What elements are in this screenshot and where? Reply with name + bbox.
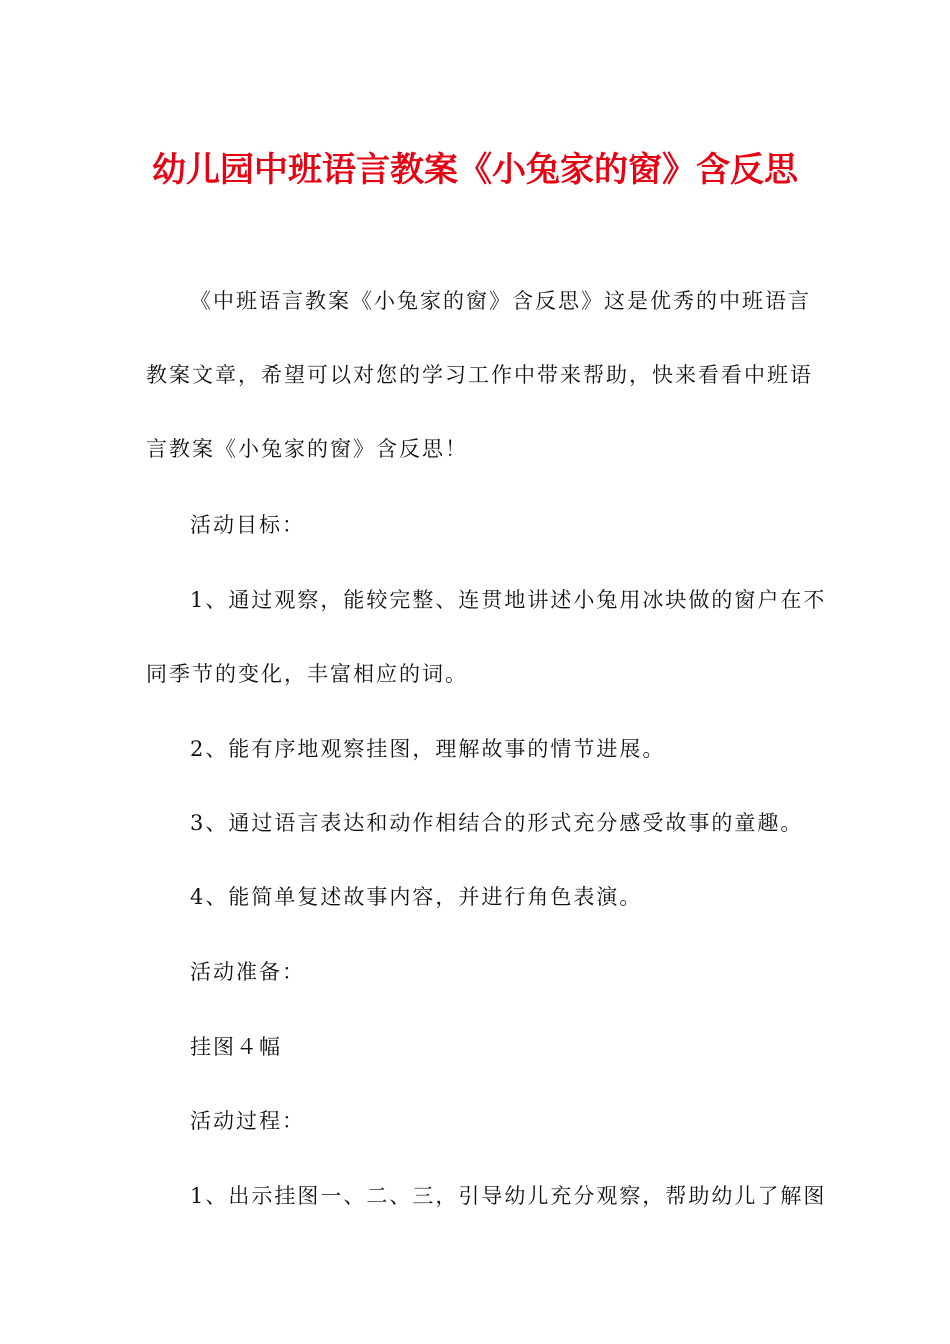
paragraph-line: 1、通过观察，能较完整、连贯地讲述小兔用冰块做的窗户在不	[190, 588, 827, 612]
paragraph-line: 1、出示挂图一、二、三，引导幼儿充分观察，帮助幼儿了解图	[190, 1184, 827, 1208]
paragraph-line: 同季节的变化，丰富相应的词。	[146, 662, 468, 686]
section-heading: 活动准备：	[190, 960, 305, 984]
paragraph-line: 《中班语言教案《小兔家的窗》含反思》这是优秀的中班语言	[190, 289, 811, 313]
paragraph-line: 4、能简单复述故事内容，并进行角色表演。	[190, 885, 643, 909]
paragraph-line: 言教案《小兔家的窗》含反思！	[146, 437, 468, 461]
section-heading: 活动过程：	[190, 1109, 305, 1133]
paragraph-line: 挂图４幅	[190, 1035, 282, 1059]
document-title: 幼儿园中班语言教案《小兔家的窗》含反思	[152, 150, 798, 190]
paragraph-line: 教案文章，希望可以对您的学习工作中带来帮助，快来看看中班语	[146, 363, 813, 387]
section-heading: 活动目标：	[190, 513, 305, 537]
paragraph-line: 2、能有序地观察挂图，理解故事的情节进展。	[190, 737, 666, 761]
paragraph-line: 3、通过语言表达和动作相结合的形式充分感受故事的童趣。	[190, 811, 804, 835]
